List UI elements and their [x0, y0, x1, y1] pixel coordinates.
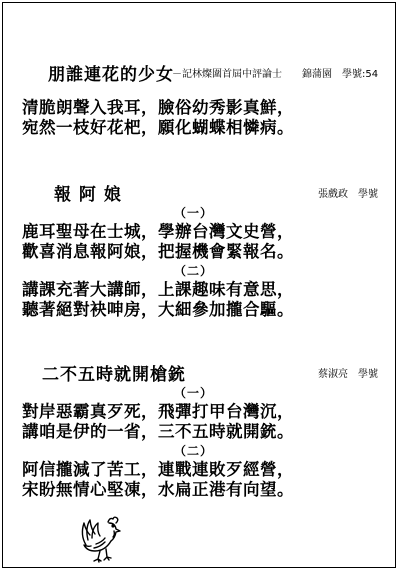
poem2-stanza2-line-2: 聽著絕對袂呻房，大細參加攏合驅。: [22, 300, 294, 319]
poem1-title: 朋誰連花的少女: [48, 65, 174, 85]
poem2-stanza2-line-1: 講課充著大講師，上課趣味有意思，: [22, 280, 294, 299]
rooster-icon: [78, 514, 130, 564]
poem2-title: 報 阿 娘: [54, 185, 122, 205]
poem3-stanza2-line-1: 阿信攏減了苦工，連戰連敗歹經營，: [22, 460, 294, 479]
poem3-stanza1-marker: （一）: [174, 386, 214, 400]
poem3-stanza2-marker: （二）: [174, 444, 214, 458]
poem3-stanza2-line-2: 宋盼無情心堅凍，水扁正港有向望。: [22, 480, 294, 499]
poem2-stanza1-marker: （一）: [174, 206, 214, 220]
poem2-stanza1-line-2: 歡喜消息報阿娘，把握機會緊報名。: [22, 242, 294, 261]
poem3-title: 二不五時就開槍銃: [42, 365, 186, 385]
poem3-stanza1-line-2: 講咱是伊的一省，三不五時就開銃。: [22, 422, 294, 441]
poem1-byline: －記林燦圍首屆中評論士 錦蒲園 學號:54: [172, 69, 379, 80]
poem2-stanza1-line-1: 鹿耳聖母在士城，學辦台灣文史營，: [22, 222, 294, 241]
poem1-line-1: 清脆朗聲入我耳，臉俗幼秀影真鮮，: [22, 98, 294, 117]
poem2-stanza2-marker: （二）: [174, 264, 214, 278]
poem1-line-2: 宛然一枝好花杷，願化蝴蝶相憐病。: [22, 118, 294, 137]
poem2-byline: 張戲政 學號: [318, 189, 378, 200]
poem3-byline: 蔡淑亮 學號: [318, 369, 378, 380]
poem3-stanza1-line-1: 對岸惡霸真歹死，飛彈打甲台灣沉，: [22, 402, 294, 421]
